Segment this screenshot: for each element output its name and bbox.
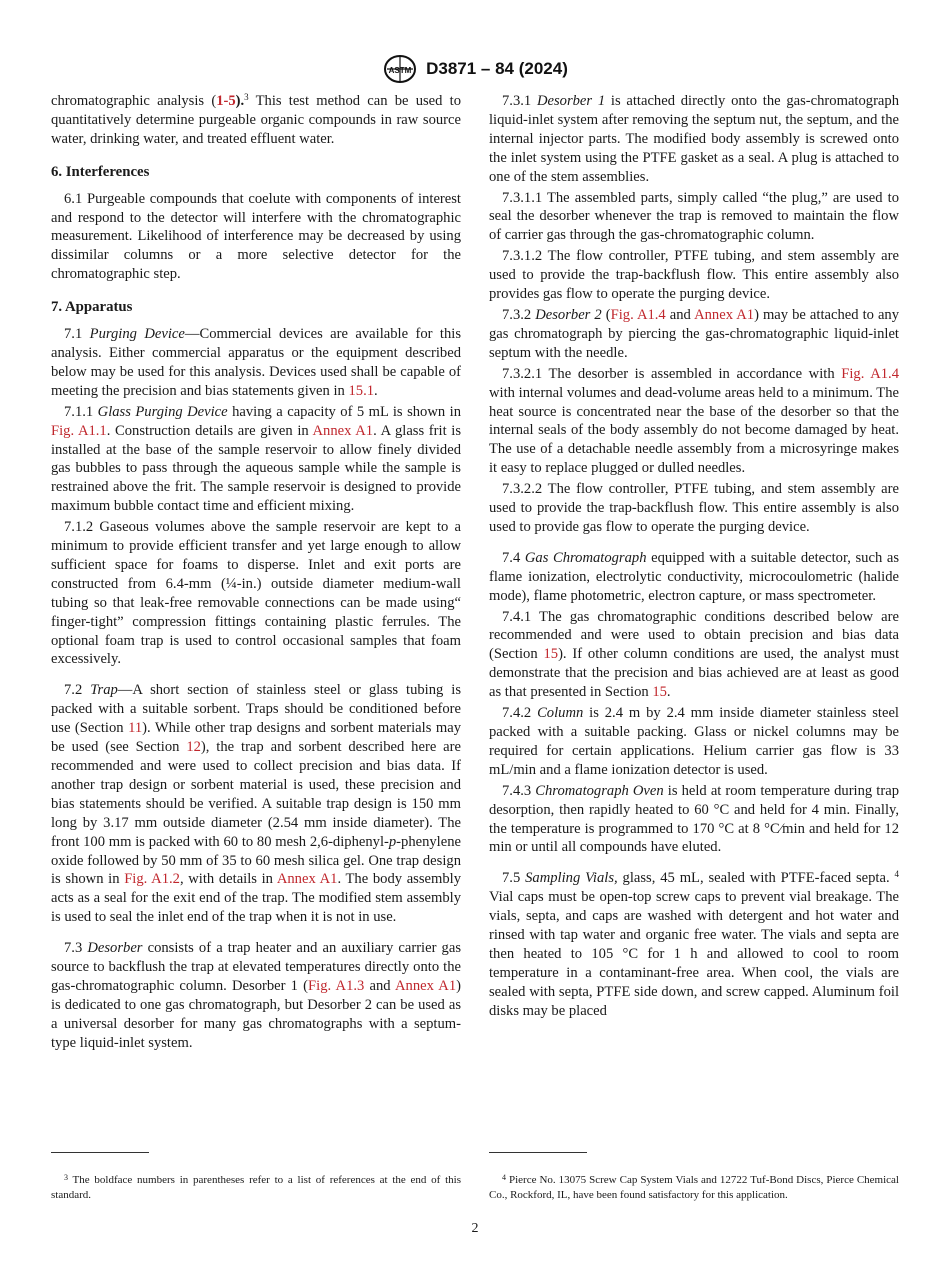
paragraph-7-4-3: 7.4.3 Chromatograph Oven is held at room temperature during trap desorption, then rapidly heated to 60 °C and held for 4 min. Finally, the temperature is programmed to 170 °C at 8 °C⁄min and held for 12 min or until all compounds have eluted. (489, 782, 899, 856)
paragraph-7-5: 7.5 Sampling Vials, glass, 45 mL, sealed with PTFE-faced septa. $^4$ Vial caps must be open-top screw caps to prevent vial breakage. The vials, septa, and caps are washed with detergent and hot water and rinsed with tap water and organic free water. The vials and septa are then heated to 105 °C for 1 h and allowed to cool to room temperature in a contaminant-free area. When cool, the vials are sealed with septa, PTFE side down, and screw capped. Aluminum foil disks may be placed (489, 869, 899, 1019)
paragraph-7-3-1-1: 7.3.1.1 The assembled parts, simply called “the plug,” are used to seal the desorber whenever the trap is removed to maintain the flow of carrier gas through the gas-chromatographic column. (489, 189, 899, 244)
paragraph-7-3-2-1: 7.3.2.1 The desorber is assembled in accordance with Fig. A1.4 with internal volumes and dead-volume areas held to a minimum. The heat source is concentrated near the base of the desorber so that the internal seals of the body assembly do not become damaged by heat. The use of a detachable needle assembly from a microsyringe makes it easy to replace plugged or dulled needles. (489, 365, 899, 477)
paragraph-7-3-2: 7.3.2 Desorber 2 (Fig. A1.4 and Annex A1) may be attached to any gas chromatograph by piercing the gas-chromatographic liquid-inlet septum with the needle. (489, 306, 900, 361)
figure-link[interactable]: Fig. A1.4 (610, 306, 666, 323)
standard-designation: D3871 – 84 (2024) (426, 59, 568, 78)
figure-link[interactable]: Fig. A1.3 (308, 977, 365, 994)
footnote-divider (51, 1152, 149, 1153)
paragraph-7-4: 7.4 Gas Chromatograph equipped with a suitable detector, such as flame ionization, electrolytic conductivity, microcoulometric (halide mode), flame photometric, electron capture, or mass spectrometer. (489, 549, 899, 604)
figure-link[interactable]: Fig. A1.4 (841, 365, 899, 382)
paragraph-7-2: 7.2 Trap—A short section of stainless steel or glass tubing is packed with a suitable sorbent. Traps should be conditioned before use (Section 11). While other trap designs and sorbent materials may be used (see Section 12), the trap and sorbent described here are recommended and were used to collect precision and bias data. If another trap design or sorbent material is used, these precision and bias statements should be verified. A suitable trap design is 150 mm long by 3.17 mm outside diameter (2.54 mm inside diameter). The front 100 mm is packed with 60 to 80 mesh 2,6-diphenyl-p-phenylene oxide followed by 50 mm of 35 to 60 mesh silica gel. One trap design is shown in Fig. A1.2, with details in Annex A1. The body assembly acts as a seal for the exit end of the trap. The modified stem assembly is used to seal the inlet end of the trap when it is not in use. (51, 682, 462, 926)
section-link[interactable]: 11 (128, 720, 143, 737)
annex-link[interactable]: Annex A1 (394, 977, 457, 994)
left-column (51, 92, 461, 1055)
right-column (489, 92, 899, 1023)
paragraph-7-3: 7.3 Desorber consists of a trap heater and an auxiliary carrier gas source to backflush the trap at elevated temperatures directly onto the gas-chromatographic column. Desorber 1 (Fig. A1.3 and Annex A1) is dedicated to one gas chromatograph, but Desorber 2 can be used as a universal desorber for many gas chromatographs with a septum-type liquid-inlet system. (51, 940, 462, 1051)
figure-link[interactable]: Fig. A1.1 (51, 422, 107, 439)
footnote-marker: 4 (894, 869, 899, 880)
paragraph-7-3-1: 7.3.1 Desorber 1 is attached directly onto the gas-chromatograph liquid-inlet system after removing the septum nut, the septum, and the internal injector parts. The modified body assembly is screwed onto the inlet system using the PTFE gasket as a seal. A plug is attached to one of the stem assemblies. (489, 93, 899, 185)
page-header (0, 54, 950, 84)
section-link[interactable]: 12 (186, 739, 201, 756)
reference-link[interactable]: 1-5 (216, 93, 236, 109)
annex-link[interactable]: Annex A1 (312, 422, 374, 439)
paragraph-7-1: 7.1 Purging Device—Commercial devices are available for this analysis. Either commercial apparatus or the equipment described below may be used for this analysis. Devices used shall be capable of meeting the precision and bias statements given in 15.1. (51, 326, 461, 399)
footnote-divider (489, 1152, 587, 1153)
svg-text:ASTM: ASTM (388, 66, 412, 75)
paragraph-6-1: 6.1 Purgeable compounds that coelute with components of interest and respond to the detector will interfere with the chromatographic measurement. Likelihood of interference may be decreased by using dissimilar columns or a more selective detector for the chromatographic step. (51, 190, 461, 283)
paragraph-7-4-2: 7.4.2 Column is 2.4 m by 2.4 mm inside diameter stainless steel packed with a suitable packing. Glass or nickel columns may be required for certain applications. Helium carrier gas flow is 33 mL/min and a flame ionization detector is used. (489, 705, 899, 778)
paragraph-intro: chromatographic analysis (1-5).$^3$ This test method can be used to quantitatively determine purgeable organic compounds in raw source water, drinking water, and treated effluent water. (51, 92, 462, 147)
section-link[interactable]: 15 (543, 646, 559, 663)
paragraph-7-3-2-2: 7.3.2.2 The flow controller, PTFE tubing, and stem assembly are used to provide the trap-backflush flow. This entire assembly is also used to provide gas flow to operate the purging device. (489, 481, 899, 535)
annex-link[interactable]: Annex A1 (276, 871, 338, 888)
footnote-3: $^3$ The boldface numbers in parentheses refer to a list of references at the end of this standard. (51, 1173, 461, 1201)
paragraph-7-1-2: 7.1.2 Gaseous volumes above the sample reservoir are kept to a minimum to provide efficient transfer and yet large enough to allow sufficient space for foams to disperse. Inlet and exit ports are constructed from 6.4-mm (¼-in.) outside diameter medium-wall tubing so that leak-free removable connections can be made using“ finger-tight” compression fittings containing plastic ferrules. The optional foam trap is used to control occasional samples that foam excessively. (51, 519, 461, 668)
paragraph-7-3-1-2: 7.3.1.2 The flow controller, PTFE tubing, and stem assembly are used to provide the trap-backflush flow. This entire assembly also provides gas flow to operate the purging device. (489, 248, 899, 303)
section-link[interactable]: 15.1 (348, 382, 375, 399)
figure-link[interactable]: Fig. A1.2 (124, 871, 180, 888)
astm-logo-icon (382, 54, 418, 84)
page-number: 2 (471, 1221, 479, 1236)
section-link[interactable]: 15 (652, 684, 667, 701)
paragraph-7-1-1: 7.1.1 Glass Purging Device having a capacity of 5 mL is shown in Fig. A1.1. Construction details are given in Annex A1. A glass frit is installed at the base of the sample reservoir to allow finely divided gas bubbles to pass through the aqueous sample while the sample is restrained above the frit. The sample reservoir is designed to provide maximum bubble contact time and efficient mixing. (51, 403, 461, 515)
section-heading-apparatus: 7. Apparatus (51, 299, 133, 316)
footnote-4: $^4$ Pierce No. 13075 Screw Cap System Vials and 12722 Tuf-Bond Discs, Pierce Chemical Co., Rockford, IL, have been found satisfactory for this application. (489, 1173, 899, 1201)
section-heading-interferences: 6. Interferences (51, 163, 150, 180)
paragraph-7-4-1: 7.4.1 The gas chromatographic conditions described below are recommended and were used to obtain precision and bias data (Section 15). If other column conditions are used, the analyst must demonstrate that the precision and bias achieved are at least as good as that presented in Section 15. (489, 608, 899, 701)
annex-link[interactable]: Annex A1 (694, 306, 755, 323)
footnote-marker: 3 (244, 92, 249, 102)
